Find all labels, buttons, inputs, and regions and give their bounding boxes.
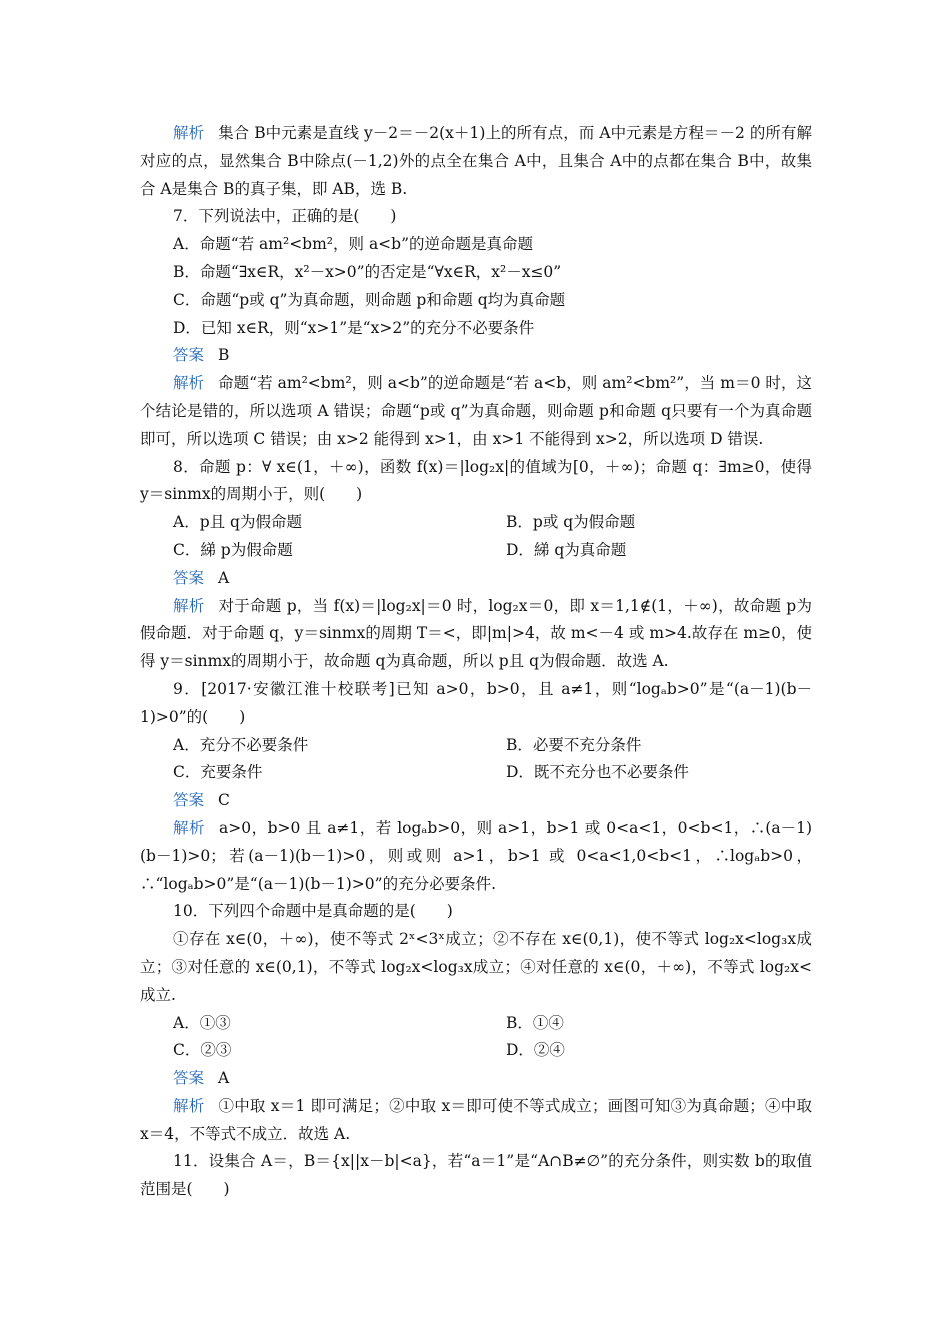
q7-analysis — [140, 370, 812, 453]
q9-option-d: D．既不充分也不必要条件 — [506, 763, 689, 782]
q9-stem: 9．[2017·安徽江淮十校联考]已知 a>0，b>0，且 a≠1，则“logₐb>0”是“(a－1)(b－1)>0”的( ) — [140, 679, 812, 726]
answer-value: C — [218, 791, 230, 810]
q8-options — [140, 509, 812, 565]
q10-option-b: B．①④ — [506, 1013, 564, 1032]
q8-option-d: D．綈 q为真命题 — [506, 540, 627, 559]
q7-option-c: C．命题“p或 q”为真命题，则命题 p和命题 q均为真命题 — [173, 290, 566, 309]
answer-value: B — [218, 346, 230, 365]
document-content — [140, 120, 812, 1204]
analysis-label: 解析 — [173, 374, 205, 393]
answer-label: 答案 — [173, 568, 205, 587]
q9-answer — [140, 787, 812, 815]
answer-label: 答案 — [173, 791, 205, 810]
q8-option-a: A．p且 q为假命题 — [173, 513, 302, 532]
answer-label: 答案 — [173, 346, 205, 365]
answer-value: A — [218, 1069, 230, 1088]
q10-option-d: D．②④ — [506, 1041, 565, 1060]
q10-analysis — [140, 1093, 812, 1149]
analysis-text: 集合 B中元素是直线 y－2＝－2(x＋1)上的所有点，而 A中元素是方程＝－2 的所有解对应的点，显然集合 B中除点(－1,2)外的点全在集合 A中，且集合 A中的点都在集合 B中，故集合 A是集合 B的真子集，即 AB，选 B. — [140, 124, 812, 198]
q9-options — [140, 732, 812, 788]
q7-option-d: D．已知 x∈R，则“x>1”是“x>2”的充分不必要条件 — [173, 318, 535, 337]
answer-label: 答案 — [173, 1069, 205, 1088]
analysis-text: ①中取 x＝1 即可满足；②中取 x＝即可使不等式成立；画图可知③为真命题；④中取 x＝4，不等式不成立．故选 A. — [140, 1096, 812, 1143]
q7-option-b: B．命题“∃x∈R，x²－x>0”的否定是“∀x∈R，x²－x≤0” — [173, 262, 562, 281]
analysis-label: 解析 — [173, 596, 205, 615]
analysis-text: 命题“若 am²<bm²，则 a<b”的逆命题是“若 a<b，则 am²<bm²”，当 m＝0 时，这个结论是错的，所以选项 A 错误；命题“p或 q”为真命题，则命题 p和命题 q只要有一个为真命题即可，所以选项 C 错误；由 x>2 能得到 x>1，由 x>1 不能得到 x>2，所以选项 D 错误. — [140, 374, 812, 448]
q10-option-c: C．②③ — [173, 1041, 232, 1060]
q10-options — [140, 1010, 812, 1066]
q7-option-a: A．命题“若 am²<bm²，则 a<b”的逆命题是真命题 — [173, 235, 534, 254]
q7-answer — [140, 342, 812, 370]
q9-option-c: C．充要条件 — [173, 763, 263, 782]
q8-option-b: B．p或 q为假命题 — [506, 513, 636, 532]
q11-stem: 11．设集合 A＝，B＝{x||x－b|<a}，若“a＝1”是“A∩B≠∅”的充分条件，则实数 b的取值范围是( ) — [140, 1152, 812, 1199]
q9-analysis — [140, 815, 812, 898]
q9-option-a: A．充分不必要条件 — [173, 735, 309, 754]
analysis-label: 解析 — [173, 818, 205, 837]
q9-option-b: B．必要不充分条件 — [506, 735, 642, 754]
q8-option-c: C．綈 p为假命题 — [173, 540, 293, 559]
analysis-label: 解析 — [173, 124, 205, 142]
q10-body: ①存在 x∈(0，＋∞)，使不等式 2ˣ<3ˣ成立；②不存在 x∈(0,1)，使不等式 log₂x<log₃x成立；③对任意的 x∈(0,1)，不等式 log₂x<log₃x成立；④对任意的 x∈(0，＋∞)，不等式 log₂x<成立. — [140, 930, 812, 1004]
analysis-label: 解析 — [173, 1096, 205, 1115]
q10-option-a: A．①③ — [173, 1013, 231, 1032]
q8-stem: 8．命题 p：∀ x∈(1，＋∞)，函数 f(x)＝|log₂x|的值域为[0，＋∞)；命题 q：∃m≥0，使得 y＝sinmx的周期小于，则( ) — [140, 457, 812, 504]
q10-answer — [140, 1065, 812, 1093]
q7-stem: 7．下列说法中，正确的是( ) — [173, 207, 397, 226]
q6-analysis — [140, 120, 812, 203]
q8-answer — [140, 565, 812, 593]
q10-stem: 10．下列四个命题中是真命题的是( ) — [173, 902, 453, 921]
analysis-text: 对于命题 p，当 f(x)＝|log₂x|＝0 时，log₂x＝0，即 x＝1,1∉(1，＋∞)，故命题 p为假命题．对于命题 q，y＝sinmx的周期 T＝<，即|m|>4，故 m<－4 或 m>4.故存在 m≥0，使得 y＝sinmx的周期小于，故命题 q为真命题，所以 p且 q为假命题．故选 A. — [140, 596, 812, 671]
answer-value: A — [218, 568, 230, 587]
q8-analysis — [140, 593, 812, 676]
analysis-text: a>0，b>0 且 a≠1，若 logₐb>0，则 a>1，b>1 或 0<a<1，0<b<1，∴(a－1)(b－1)>0；若(a－1)(b－1)>0，则或则 a>1，b>1 或 0<a<1,0<b<1，∴logₐb>0，∴“logₐb>0”是“(a－1)(b－1)>0”的充分必要条件. — [140, 818, 812, 893]
